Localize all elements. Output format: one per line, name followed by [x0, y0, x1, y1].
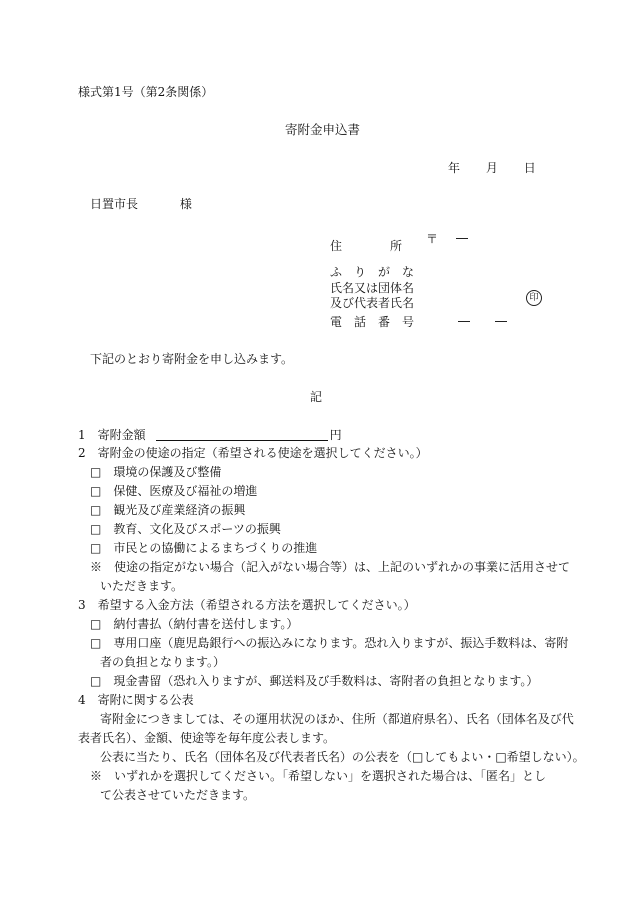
payment-option-bank-line-2: 者の負担となります。） [100, 655, 226, 669]
yen-unit: 円 [329, 428, 342, 442]
phone-dash-1 [458, 315, 470, 327]
payment-option-cash[interactable]: □ 現金書留（恐れ入りますが、郵送料及び手数料は、寄附者の負担となります。） [90, 674, 539, 688]
seal-mark: 印 [526, 290, 542, 306]
publication-para-1-line-1: 寄附金につきましては、その運用状況のほか、住所（都道府県名）、氏名（団体名及び代 [100, 712, 574, 726]
address-label: 住 所 [330, 239, 403, 253]
addressee [90, 198, 192, 210]
usage-option-environment[interactable]: □ 環境の保護及び整備 [90, 465, 222, 479]
usage-option-community[interactable]: □ 市民との協働によるまちづくりの推進 [90, 541, 318, 555]
publication-note-line-2: て公表させていただきます。 [100, 788, 256, 802]
date-year: 年 [448, 161, 461, 175]
date-day: 日 [523, 161, 536, 175]
payment-heading: 3 希望する入金方法（希望される方法を選択してください。） [78, 598, 416, 612]
addressee-name: 日置市長 [90, 197, 139, 211]
publication-para-2[interactable]: 公表に当たり、氏名（団体名及び代表者氏名）の公表を（□してもよい・□希望しない）。 [100, 750, 585, 764]
publication-heading: 4 寄附に関する公表 [78, 693, 194, 707]
name-label-1: 氏名又は団体名 [330, 281, 415, 295]
donation-amount-line [78, 428, 342, 441]
donation-amount-field[interactable] [156, 428, 328, 441]
postal-mark: 〒 [426, 232, 439, 246]
addressee-honorific: 様 [179, 197, 192, 211]
date-line [448, 162, 536, 174]
postal-dash [456, 232, 468, 244]
form-number: 様式第1号（第2条関係） [78, 85, 214, 99]
ki-heading: 記 [310, 390, 323, 404]
phone-label: 電 話 番 号 [330, 315, 415, 329]
donation-amount-label: 1 寄附金額 [78, 428, 146, 442]
usage-note-line-2: いただきます。 [100, 579, 184, 593]
usage-option-tourism[interactable]: □ 観光及び産業経済の振興 [90, 503, 246, 517]
usage-note-line-1: ※ 使途の指定がない場合（記入がない場合等）は、上記のいずれかの事業に活用させて [90, 560, 571, 574]
usage-heading: 2 寄附金の使途の指定（希望される使途を選択してください。） [78, 446, 428, 460]
date-month: 月 [485, 161, 498, 175]
publication-note-line-1: ※ いずれかを選択してください。「希望しない」を選択された場合は、「匿名」とし [90, 769, 547, 783]
furigana-label: ふ り が な [330, 265, 415, 279]
name-label-2: 及び代表者氏名 [330, 296, 415, 310]
phone-dash-2 [495, 315, 507, 327]
usage-option-education[interactable]: □ 教育、文化及びスポーツの振興 [90, 522, 281, 536]
page-title: 寄附金申込書 [285, 122, 361, 137]
payment-option-invoice[interactable]: □ 納付書払（納付書を送付します。） [90, 617, 299, 631]
publication-para-1-line-2: 表者氏名）、金額、使途等を毎年度公表します。 [78, 731, 336, 745]
usage-option-health[interactable]: □ 保健、医療及び福祉の増進 [90, 484, 258, 498]
payment-option-bank[interactable]: □ 専用口座（鹿児島銀行への振込みになります。恐れ入りますが、振込手数料は、寄附 [90, 636, 569, 650]
intro-text: 下記のとおり寄附金を申し込みます。 [90, 352, 294, 366]
